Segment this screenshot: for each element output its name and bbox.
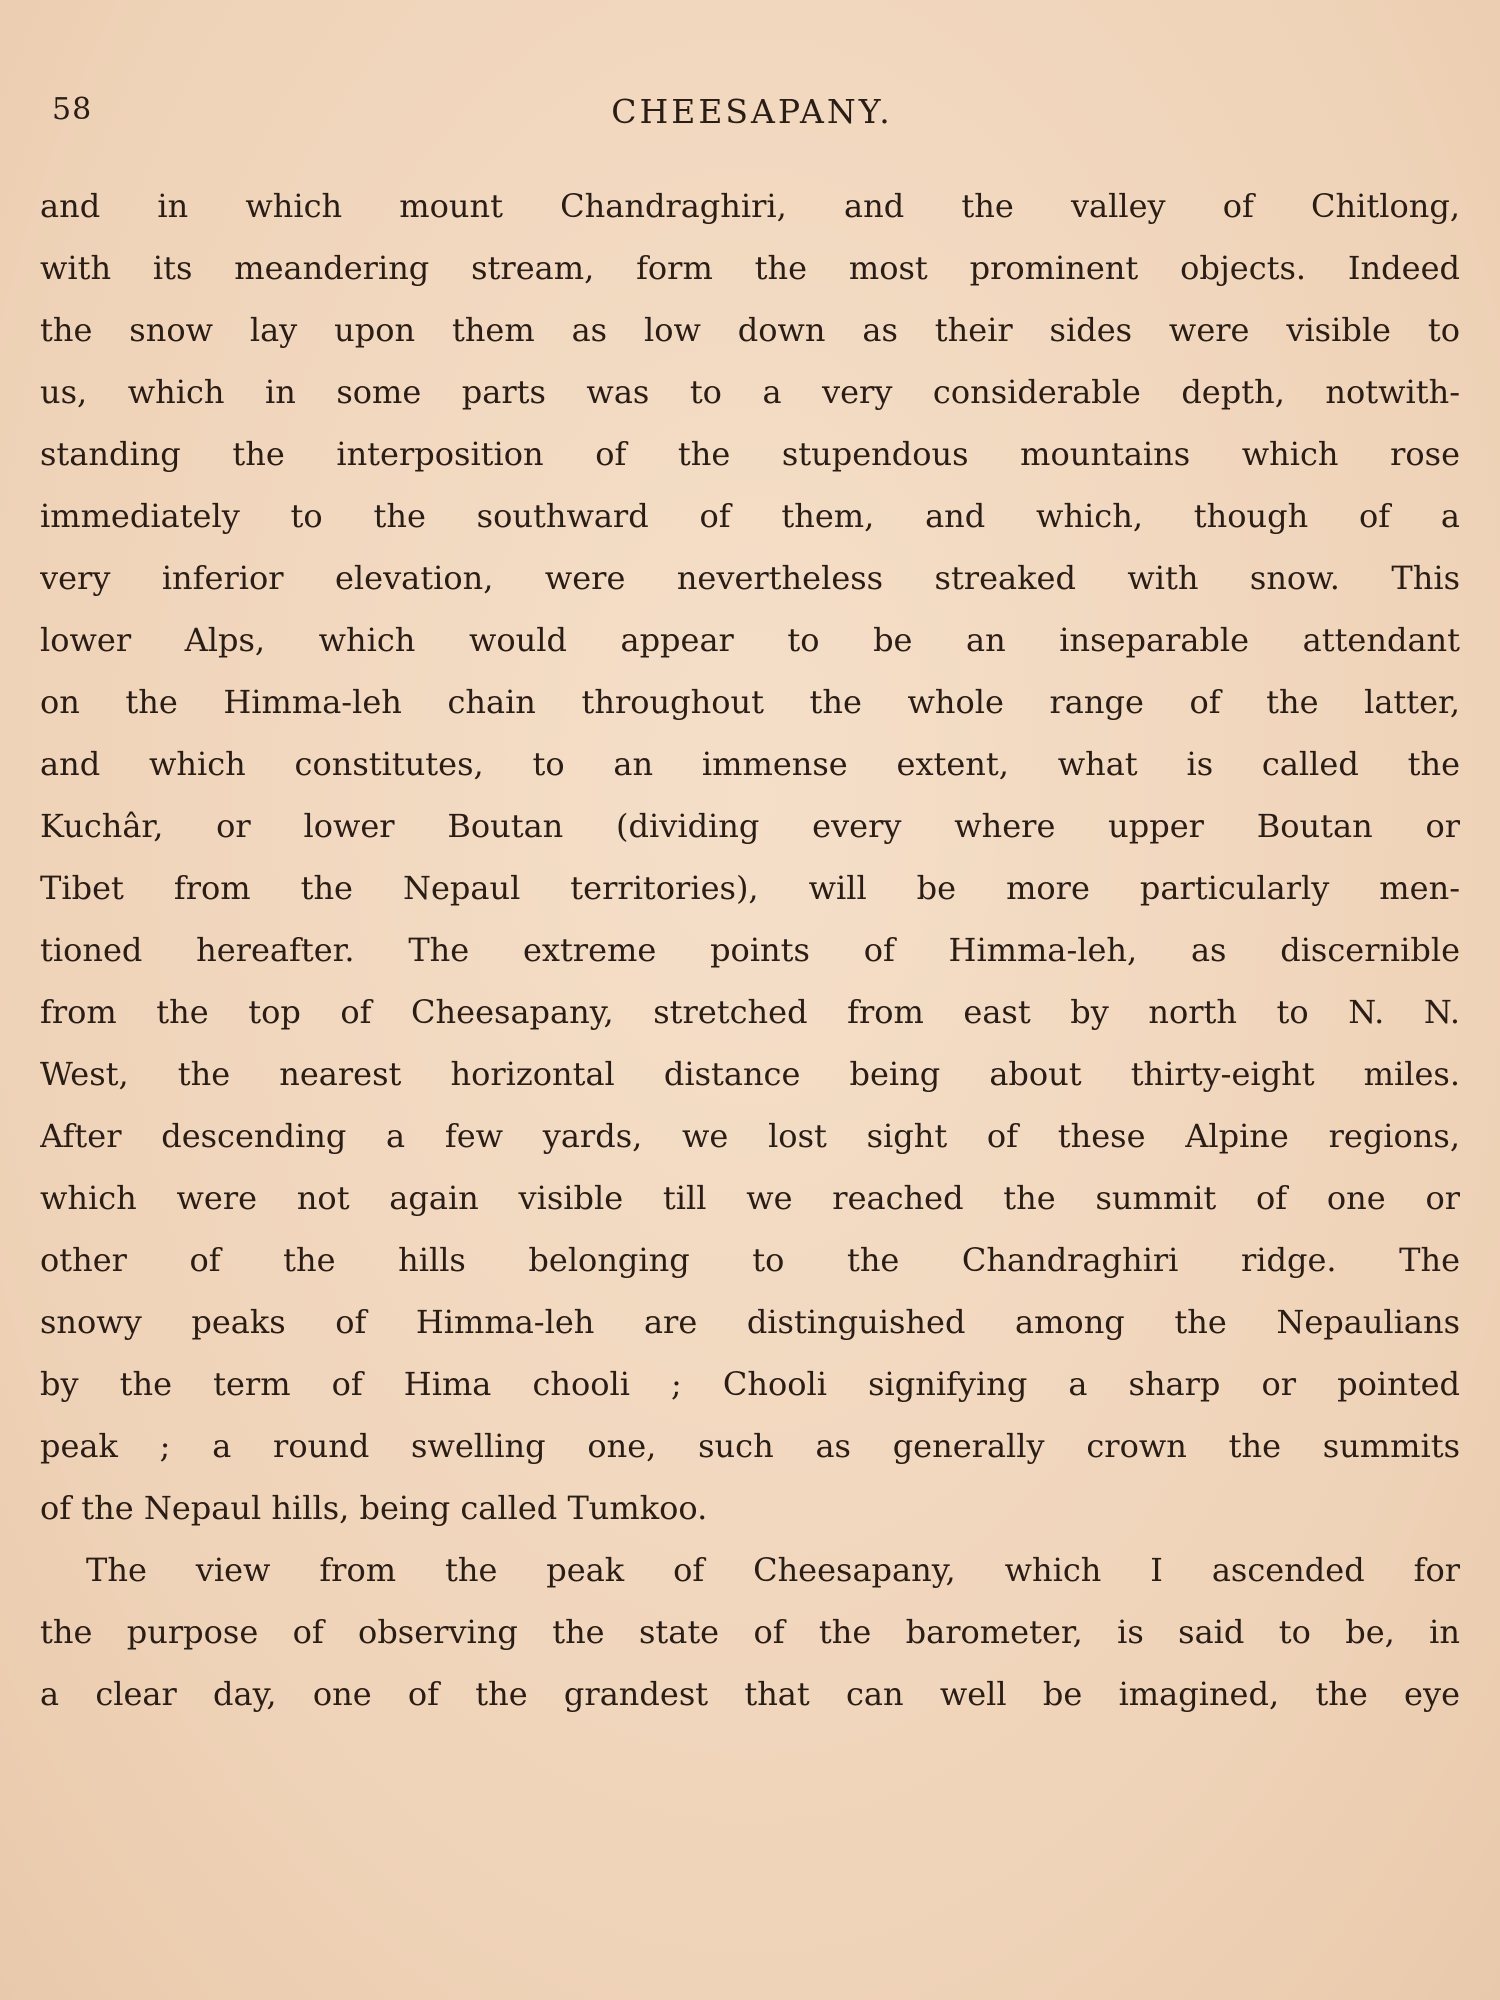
text-line: by the term of Hima chooli ; Chooli signifying a sharp or pointed: [40, 1365, 1460, 1403]
page-number: 58: [52, 92, 93, 127]
text-line: and which constitutes, to an immense extent, what is called the: [40, 745, 1460, 783]
running-head: CHEESAPANY.: [611, 92, 893, 131]
text-line: West, the nearest horizontal distance being about thirty-eight miles.: [40, 1055, 1460, 1093]
text-line: from the top of Cheesapany, stretched from east by north to N. N.: [40, 993, 1460, 1031]
text-line: tioned hereafter. The extreme points of Himma-leh, as discernible: [40, 931, 1460, 969]
text-line: After descending a few yards, we lost sight of these Alpine regions,: [40, 1117, 1460, 1155]
text-line: snowy peaks of Himma-leh are distinguished among the Nepaulians: [40, 1303, 1460, 1341]
text-line: standing the interposition of the stupendous mountains which rose: [40, 435, 1460, 473]
text-line: immediately to the southward of them, and which, though of a: [40, 497, 1460, 535]
text-line: the snow lay upon them as low down as their sides were visible to: [40, 311, 1460, 349]
text-line: Tibet from the Nepaul territories), will be more particularly men-: [40, 869, 1460, 907]
text-line: with its meandering stream, form the most prominent objects. Indeed: [40, 249, 1460, 287]
text-line: a clear day, one of the grandest that can well be imagined, the eye: [40, 1675, 1460, 1713]
page-header: [52, 92, 1452, 132]
text-line: the purpose of observing the state of the barometer, is said to be, in: [40, 1613, 1460, 1651]
text-line: lower Alps, which would appear to be an inseparable attendant: [40, 621, 1460, 659]
paragraph-start-line: The view from the peak of Cheesapany, which I ascended for: [86, 1551, 1460, 1589]
text-line: other of the hills belonging to the Chandraghiri ridge. The: [40, 1241, 1460, 1279]
text-line: us, which in some parts was to a very considerable depth, notwith-: [40, 373, 1460, 411]
text-line: on the Himma-leh chain throughout the whole range of the latter,: [40, 683, 1460, 721]
paragraph-end-line: of the Nepaul hills, being called Tumkoo.: [40, 1489, 708, 1527]
text-line: and in which mount Chandraghiri, and the valley of Chitlong,: [40, 187, 1460, 225]
text-line: which were not again visible till we reached the summit of one or: [40, 1179, 1460, 1217]
text-line: Kuchâr, or lower Boutan (dividing every where upper Boutan or: [40, 807, 1460, 845]
text-line: very inferior elevation, were nevertheless streaked with snow. This: [40, 559, 1460, 597]
text-line: peak ; a round swelling one, such as generally crown the summits: [40, 1427, 1460, 1465]
body-text: [40, 175, 1460, 1725]
